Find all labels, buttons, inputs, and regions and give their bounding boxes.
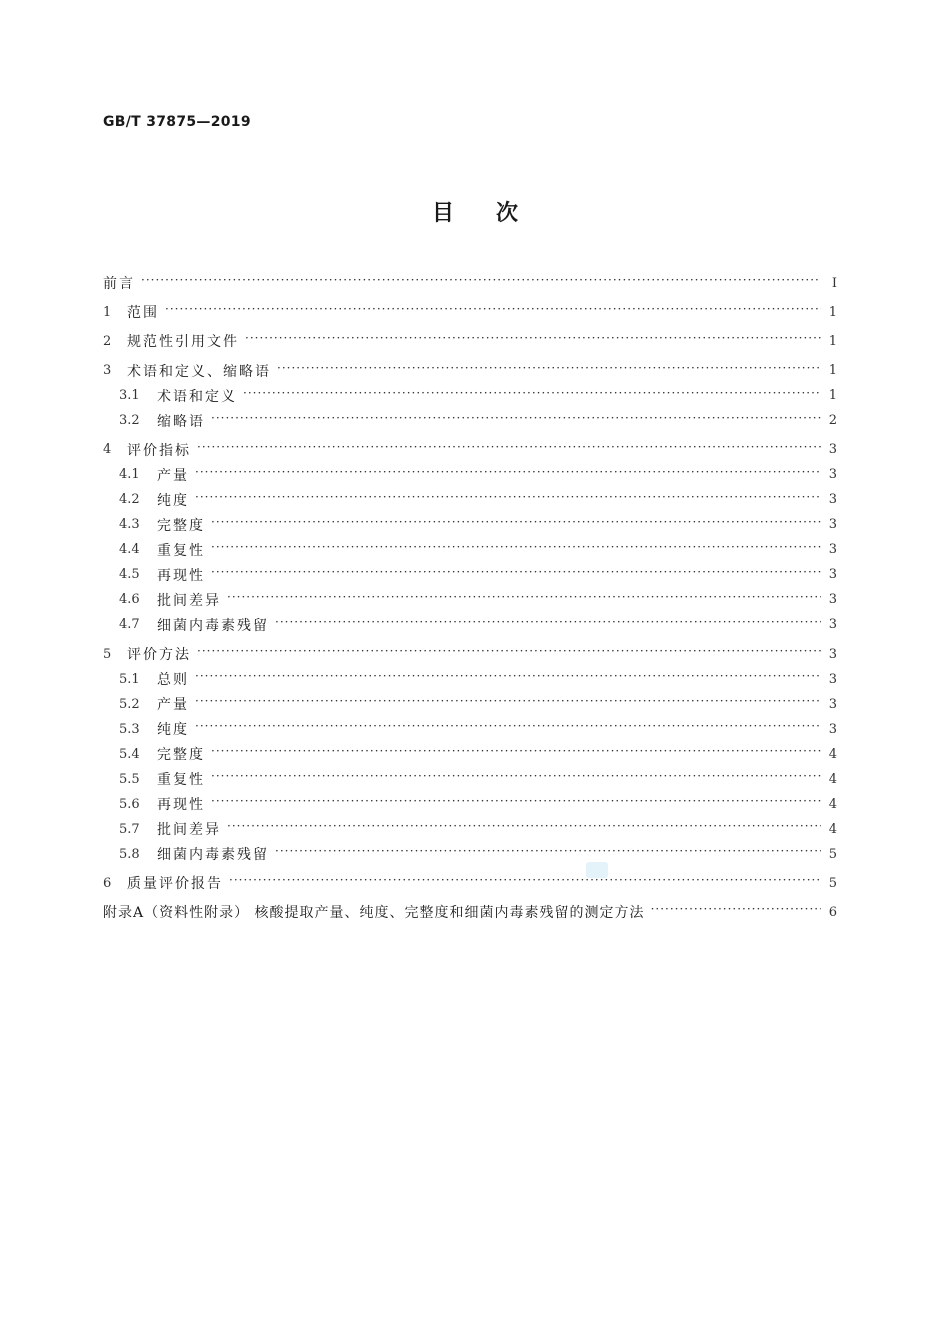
toc-entry[interactable] bbox=[103, 272, 837, 294]
toc-entry-label: 产量 bbox=[157, 467, 189, 484]
toc-entry-number: 5.4 bbox=[119, 746, 140, 762]
toc-entry-page: 3 bbox=[828, 592, 837, 608]
toc-leader-dots bbox=[195, 722, 821, 736]
toc-entry-label: 细菌内毒素残留 bbox=[157, 617, 269, 634]
toc-leader-dots bbox=[211, 747, 821, 761]
toc-entry-page: 4 bbox=[828, 821, 837, 837]
watermark-icon bbox=[586, 862, 608, 878]
toc-entry-page: 1 bbox=[828, 388, 837, 404]
toc-entry-label: 批间差异 bbox=[157, 592, 221, 609]
toc-entry-page: 6 bbox=[828, 904, 837, 920]
toc-entry-number: 5 bbox=[103, 646, 112, 662]
toc-entry[interactable] bbox=[103, 439, 837, 461]
toc-entry[interactable] bbox=[119, 564, 837, 586]
toc-entry-page: 1 bbox=[828, 363, 837, 379]
toc-entry-number: 4.7 bbox=[119, 617, 140, 633]
standard-code: GB/T 37875—2019 bbox=[103, 114, 251, 130]
toc-entry-number: 2 bbox=[103, 333, 112, 349]
toc-entry-number: 4 bbox=[103, 442, 112, 458]
toc-entry-page: 3 bbox=[828, 467, 837, 483]
toc-entry[interactable] bbox=[103, 872, 837, 894]
toc-entry-page: 3 bbox=[828, 696, 837, 712]
toc-leader-dots bbox=[195, 468, 821, 482]
toc-entry-number: 4.4 bbox=[119, 542, 140, 558]
toc-entry-label: 总则 bbox=[157, 672, 189, 688]
toc-leader-dots bbox=[275, 618, 821, 632]
toc-leader-dots bbox=[197, 647, 821, 661]
toc-entry-page: 3 bbox=[828, 646, 837, 662]
title-char-2: 次 bbox=[496, 201, 519, 226]
toc-entry-label: 纯度 bbox=[157, 722, 189, 738]
toc-entry[interactable] bbox=[103, 301, 837, 323]
toc-entry-page: 3 bbox=[828, 567, 837, 583]
toc-entry-label: 范围 bbox=[127, 305, 159, 322]
toc-entry-page: 3 bbox=[828, 721, 837, 737]
toc-entry-number: 1 bbox=[103, 304, 112, 320]
toc-entry[interactable] bbox=[103, 901, 837, 923]
toc-entry-page: 4 bbox=[828, 796, 837, 812]
toc-entry-number: 5.2 bbox=[119, 696, 140, 712]
toc-leader-dots bbox=[243, 389, 821, 403]
toc-entry-number: 6 bbox=[103, 875, 112, 891]
toc-entry-number: 4.2 bbox=[119, 492, 140, 508]
toc-leader-dots bbox=[651, 905, 821, 919]
toc-entry-page: 5 bbox=[828, 875, 837, 891]
toc-entry-label: 再现性 bbox=[157, 797, 205, 813]
toc-leader-dots bbox=[195, 672, 821, 686]
toc-entry-label: 前言 bbox=[103, 276, 135, 292]
toc-leader-dots bbox=[245, 334, 821, 348]
toc-entry-number: 5.8 bbox=[119, 846, 140, 862]
toc-entry-label: 重复性 bbox=[157, 542, 205, 559]
toc-entry[interactable] bbox=[119, 514, 837, 536]
toc-entry-label: 术语和定义、缩略语 bbox=[127, 363, 271, 380]
toc-entry-page: 3 bbox=[828, 542, 837, 558]
toc-entry[interactable] bbox=[119, 589, 837, 611]
toc-entry[interactable] bbox=[103, 360, 837, 382]
toc-entry-label: 再现性 bbox=[157, 567, 205, 584]
toc-entry-page: 3 bbox=[828, 617, 837, 633]
toc-entry-page: 3 bbox=[828, 517, 837, 533]
toc-entry-number: 4.6 bbox=[119, 592, 140, 608]
toc-entry[interactable] bbox=[119, 539, 837, 561]
toc-entry-label: 评价指标 bbox=[127, 442, 191, 459]
toc-leader-dots bbox=[211, 518, 821, 532]
toc-entry[interactable] bbox=[119, 693, 837, 715]
toc-entry-number: 4.1 bbox=[119, 467, 140, 483]
toc-entry[interactable] bbox=[119, 614, 837, 636]
toc-leader-dots bbox=[195, 697, 821, 711]
toc-entry[interactable] bbox=[103, 330, 837, 352]
toc-entry-page: 3 bbox=[828, 671, 837, 687]
toc-entry[interactable] bbox=[119, 668, 837, 690]
toc-entry[interactable] bbox=[119, 843, 837, 865]
toc-entry-number: 5.7 bbox=[119, 821, 140, 837]
toc-entry[interactable] bbox=[119, 743, 837, 765]
toc-entry-label: 纯度 bbox=[157, 492, 189, 509]
toc-entry-label: 质量评价报告 bbox=[127, 876, 223, 893]
toc-entry[interactable] bbox=[119, 818, 837, 840]
toc-leader-dots bbox=[227, 822, 821, 836]
toc-entry[interactable] bbox=[119, 464, 837, 486]
toc-entry-number: 4.5 bbox=[119, 567, 140, 583]
toc-leader-dots bbox=[211, 543, 821, 557]
toc-entry-number: 4.3 bbox=[119, 517, 140, 533]
toc-entry-label: 产量 bbox=[157, 697, 189, 713]
toc-entry-number: 3 bbox=[103, 363, 112, 379]
toc-leader-dots bbox=[141, 276, 821, 290]
toc-leader-dots bbox=[275, 847, 821, 861]
toc-entry[interactable] bbox=[119, 793, 837, 815]
toc-entry-number: 5.3 bbox=[119, 721, 140, 737]
toc-entry[interactable] bbox=[119, 718, 837, 740]
toc-entry-label: 评价方法 bbox=[127, 647, 191, 663]
toc-entry-number: 5.5 bbox=[119, 771, 140, 787]
toc-leader-dots bbox=[229, 876, 821, 890]
toc-entry-label: 重复性 bbox=[157, 772, 205, 788]
toc-leader-dots bbox=[211, 414, 821, 428]
toc-entry-page: 2 bbox=[828, 413, 837, 429]
title-char-1: 目 bbox=[431, 201, 454, 226]
toc-entry-label: 批间差异 bbox=[157, 822, 221, 838]
toc-entry[interactable] bbox=[119, 410, 837, 432]
toc-leader-dots bbox=[277, 364, 821, 378]
toc-entry-label: 规范性引用文件 bbox=[127, 334, 239, 351]
toc-entry[interactable] bbox=[119, 385, 837, 407]
toc-entry-page: Ⅰ bbox=[831, 275, 837, 291]
toc-entry-number: 3.1 bbox=[119, 388, 140, 404]
toc-leader-dots bbox=[211, 797, 821, 811]
toc-leader-dots bbox=[165, 305, 821, 319]
toc-entry-page: 4 bbox=[828, 746, 837, 762]
toc-leader-dots bbox=[197, 443, 821, 457]
toc-entry-page: 3 bbox=[828, 442, 837, 458]
toc-entry[interactable] bbox=[119, 768, 837, 790]
toc-entry-page: 4 bbox=[828, 771, 837, 787]
toc-entry-label: 附录A（资料性附录） 核酸提取产量、纯度、完整度和细菌内毒素残留的测定方法 bbox=[103, 905, 645, 922]
toc-entry-number: 5.6 bbox=[119, 796, 140, 812]
toc-entry-page: 1 bbox=[828, 333, 837, 349]
toc-entry[interactable] bbox=[103, 643, 837, 665]
toc-entry-page: 1 bbox=[828, 304, 837, 320]
toc-entry-label: 完整度 bbox=[157, 747, 205, 763]
page-title bbox=[0, 196, 950, 227]
toc-entry-page: 5 bbox=[828, 846, 837, 862]
toc-leader-dots bbox=[211, 568, 821, 582]
toc-leader-dots bbox=[195, 493, 821, 507]
toc-entry-label: 细菌内毒素残留 bbox=[157, 847, 269, 863]
toc-entry-number: 3.2 bbox=[119, 413, 140, 429]
toc-entry-label: 完整度 bbox=[157, 517, 205, 534]
toc-entry-label: 缩略语 bbox=[157, 413, 205, 430]
toc-entry[interactable] bbox=[119, 489, 837, 511]
toc-entry-label: 术语和定义 bbox=[157, 388, 237, 405]
toc-leader-dots bbox=[211, 772, 821, 786]
toc-entry-number: 5.1 bbox=[119, 671, 140, 687]
toc-leader-dots bbox=[227, 593, 821, 607]
toc-entry-page: 3 bbox=[828, 492, 837, 508]
